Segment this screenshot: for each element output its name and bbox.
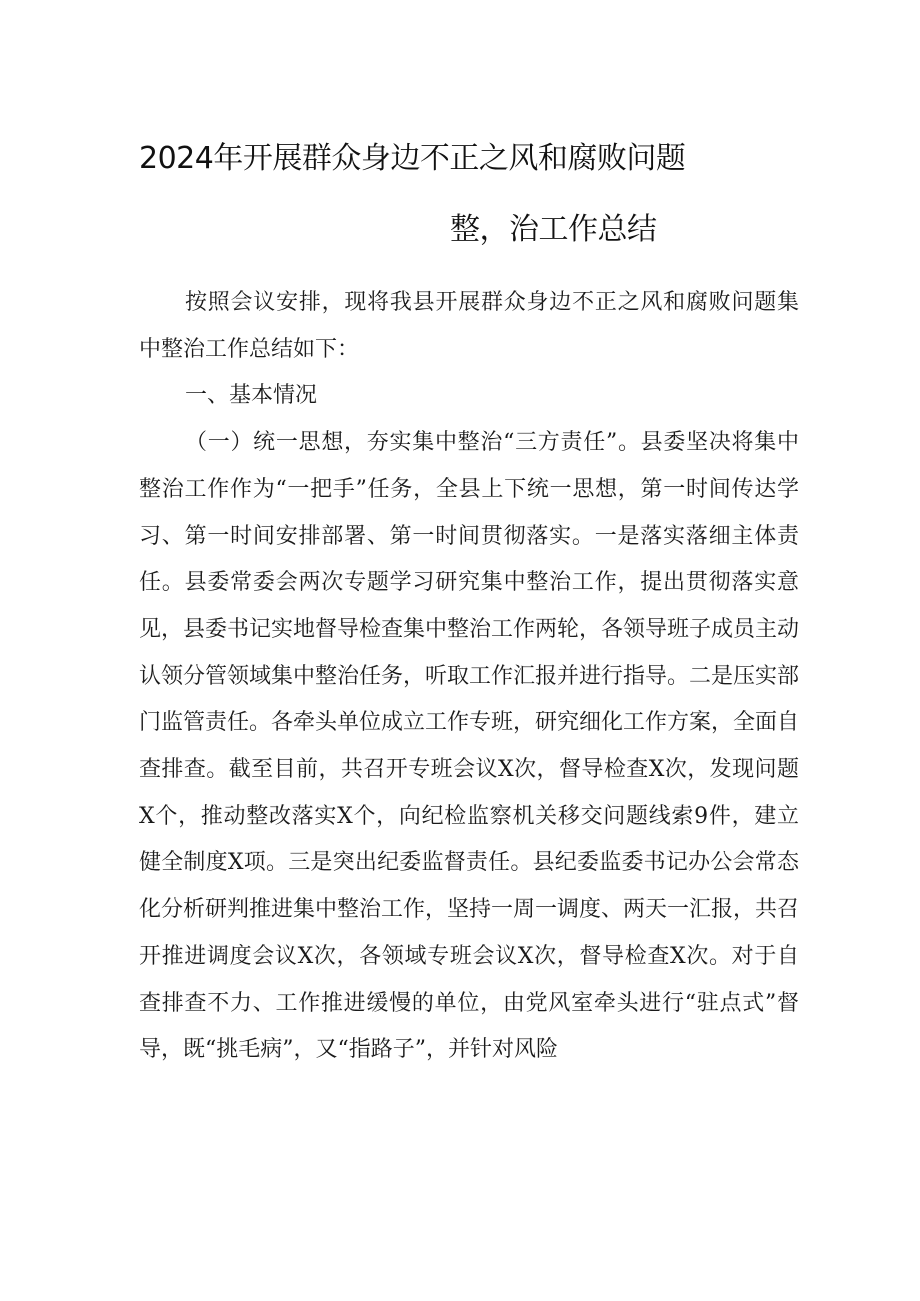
document-title-line-1: 2024年开展群众身边不正之风和腐败问题 [139, 141, 686, 176]
document-body [139, 280, 799, 1074]
section-heading: 一、基本情况 [185, 383, 318, 409]
document-title-line-2: 整，治工作总结 [450, 212, 657, 247]
body-paragraph: （一）统一思想，夯实集中整治“三方责任”。县委坚决将集中整治工作作为“一把手”任务，全县上下统一思想，第一时间传达学习、第一时间安排部署、第一时间贯彻落实。一是落实落细主体责任。县委常委会两次专题学习研究集中整治工作，提出贯彻落实意见，县委书记实地督导检查集中整治工作两轮，各领导班子成员主动认领分管领域集中整治任务，听取工作汇报并进行指导。二是压实部门监管责任。各牵头单位成立工作专班，研究细化工作方案，全面自查排查。截至目前，共召开专班会议X次，督导检查X次，发现问题X个，推动整改落实X个，向纪检监察机关移交问题线索9件，建立健全制度X项。三是突出纪委监督责任。县纪委监委书记办公会常态化分析研判推进集中整治工作，坚持一周一调度、两天一汇报，共召开推进调度会议X次，各领域专班会议X次，督导检查X次。对于自查排查不力、工作推进缓慢的单位，由党风室牵头进行“驻点式”督导，既“挑毛病”，又“指路子”，并针对风险 [139, 430, 800, 1063]
intro-paragraph: 按照会议安排，现将我县开展群众身边不正之风和腐败问题集中整治工作总结如下： [139, 290, 799, 362]
